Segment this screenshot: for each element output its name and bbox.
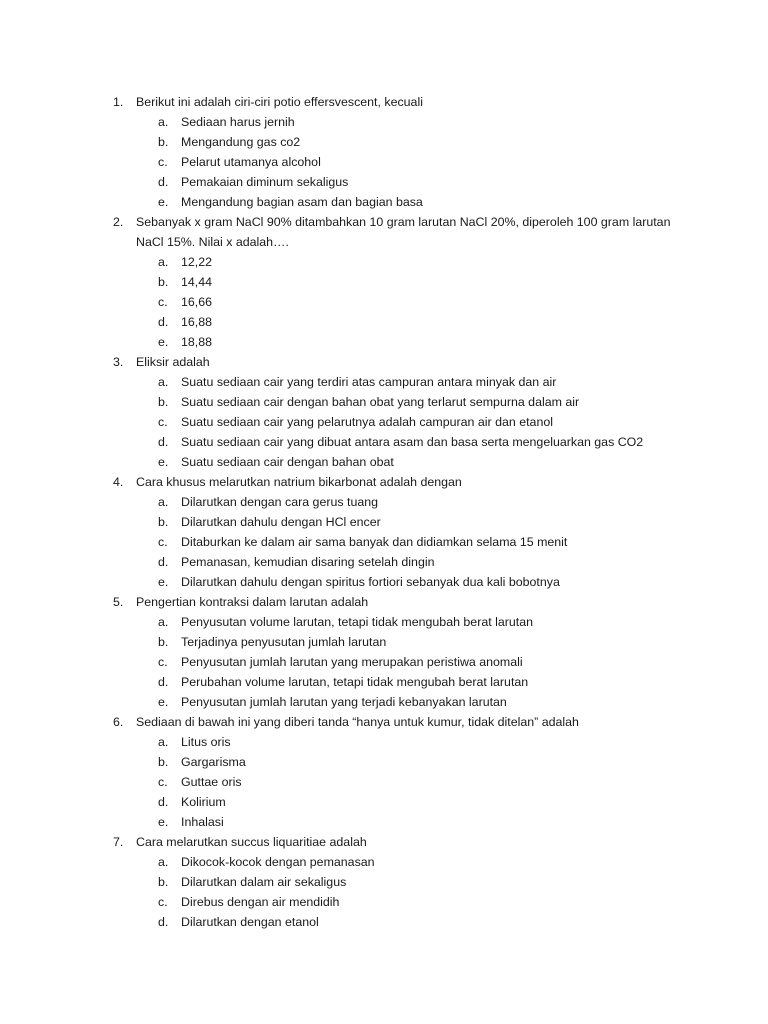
- question-continuation: [0, 232, 768, 252]
- answer-option: [0, 452, 768, 472]
- question-number: 1.: [113, 95, 124, 109]
- option-letter: b.: [158, 635, 169, 649]
- option-text: Pemakaian diminum sekaligus: [181, 175, 349, 189]
- option-letter: c.: [158, 415, 168, 429]
- option-text: Kolirium: [181, 795, 226, 809]
- answer-option: [0, 692, 768, 712]
- option-text: Sediaan harus jernih: [181, 115, 295, 129]
- question-text: Sediaan di bawah ini yang diberi tanda “hanya untuk kumur, tidak ditelan” adalah: [136, 715, 579, 729]
- option-text: Guttae oris: [181, 775, 242, 789]
- question-number: 6.: [113, 715, 124, 729]
- option-letter: c.: [158, 895, 168, 909]
- answer-option: [0, 852, 768, 872]
- option-text: Suatu sediaan cair yang terdiri atas campuran antara minyak dan air: [181, 375, 557, 389]
- option-letter: b.: [158, 275, 169, 289]
- answer-option: [0, 192, 768, 212]
- answer-option: [0, 512, 768, 532]
- option-letter: c.: [158, 775, 168, 789]
- answer-option: [0, 172, 768, 192]
- option-letter: c.: [158, 155, 168, 169]
- option-text: 16,88: [181, 315, 213, 329]
- option-text: 12,22: [181, 255, 213, 269]
- option-letter: e.: [158, 695, 169, 709]
- answer-option: [0, 812, 768, 832]
- question-number: 3.: [113, 355, 124, 369]
- question-item: [0, 712, 768, 732]
- question-text: Pengertian kontraksi dalam larutan adalah: [136, 595, 369, 609]
- answer-option: [0, 552, 768, 572]
- answer-option: [0, 492, 768, 512]
- question-item: [0, 472, 768, 492]
- answer-option: [0, 412, 768, 432]
- option-letter: a.: [158, 735, 169, 749]
- option-text: Pelarut utamanya alcohol: [181, 155, 321, 169]
- answer-option: [0, 792, 768, 812]
- answer-option: [0, 252, 768, 272]
- answer-option: [0, 652, 768, 672]
- question-item: [0, 832, 768, 852]
- answer-option: [0, 912, 768, 932]
- question-item: [0, 92, 768, 112]
- option-letter: a.: [158, 495, 169, 509]
- answer-option: [0, 432, 768, 452]
- option-letter: a.: [158, 615, 169, 629]
- option-text: Suatu sediaan cair dengan bahan obat: [181, 455, 394, 469]
- option-text: Litus oris: [181, 735, 231, 749]
- question-number: 5.: [113, 595, 124, 609]
- option-text: 16,66: [181, 295, 213, 309]
- option-text: Penyusutan jumlah larutan yang terjadi kebanyakan larutan: [181, 695, 507, 709]
- answer-option: [0, 752, 768, 772]
- option-text: Penyusutan jumlah larutan yang merupakan peristiwa anomali: [181, 655, 523, 669]
- option-text: Suatu sediaan cair yang dibuat antara asam dan basa serta mengeluarkan gas CO2: [181, 435, 644, 449]
- question-number: 2.: [113, 215, 124, 229]
- question-item: [0, 212, 768, 232]
- option-letter: c.: [158, 295, 168, 309]
- option-letter: a.: [158, 115, 169, 129]
- answer-option: [0, 572, 768, 592]
- option-text: Dilarutkan dalam air sekaligus: [181, 875, 347, 889]
- answer-option: [0, 892, 768, 912]
- answer-option: [0, 632, 768, 652]
- option-text: Pemanasan, kemudian disaring setelah dingin: [181, 555, 435, 569]
- option-text: Inhalasi: [181, 815, 224, 829]
- question-text: Eliksir adalah: [136, 355, 210, 369]
- option-text: Terjadinya penyusutan jumlah larutan: [181, 635, 387, 649]
- answer-option: [0, 732, 768, 752]
- option-text: Mengandung bagian asam dan bagian basa: [181, 195, 423, 209]
- question-list: [0, 92, 768, 932]
- question-item: [0, 592, 768, 612]
- question-number: 7.: [113, 835, 124, 849]
- question-text: Cara khusus melarutkan natrium bikarbonat adalah dengan: [136, 475, 462, 489]
- option-letter: e.: [158, 195, 169, 209]
- question-text: Berikut ini adalah ciri-ciri potio effersvescent, kecuali: [136, 95, 423, 109]
- option-letter: d.: [158, 555, 169, 569]
- answer-option: [0, 132, 768, 152]
- option-letter: b.: [158, 875, 169, 889]
- answer-option: [0, 152, 768, 172]
- option-text: Dikocok-kocok dengan pemanasan: [181, 855, 375, 869]
- option-text: Direbus dengan air mendidih: [181, 895, 340, 909]
- option-letter: d.: [158, 315, 169, 329]
- answer-option: [0, 312, 768, 332]
- option-text: Suatu sediaan cair dengan bahan obat yang terlarut sempurna dalam air: [181, 395, 580, 409]
- option-letter: a.: [158, 855, 169, 869]
- option-text: Dilarutkan dahulu dengan spiritus fortiori sebanyak dua kali bobotnya: [181, 575, 560, 589]
- answer-option: [0, 332, 768, 352]
- option-letter: d.: [158, 435, 169, 449]
- option-letter: d.: [158, 175, 169, 189]
- option-text: Dilarutkan dengan cara gerus tuang: [181, 495, 379, 509]
- option-letter: d.: [158, 915, 169, 929]
- option-letter: d.: [158, 795, 169, 809]
- option-letter: a.: [158, 255, 169, 269]
- option-text: Mengandung gas co2: [181, 135, 301, 149]
- option-letter: b.: [158, 515, 169, 529]
- answer-option: [0, 292, 768, 312]
- option-text: Suatu sediaan cair yang pelarutnya adalah campuran air dan etanol: [181, 415, 553, 429]
- option-letter: b.: [158, 135, 169, 149]
- answer-option: [0, 372, 768, 392]
- question-text: NaCl 15%. Nilai x adalah….: [136, 235, 289, 249]
- question-number: 4.: [113, 475, 124, 489]
- option-letter: e.: [158, 455, 169, 469]
- option-letter: c.: [158, 535, 168, 549]
- answer-option: [0, 112, 768, 132]
- question-text: Sebanyak x gram NaCl 90% ditambahkan 10 gram larutan NaCl 20%, diperoleh 100 gram larutan: [136, 215, 671, 229]
- option-letter: b.: [158, 395, 169, 409]
- option-text: Penyusutan volume larutan, tetapi tidak mengubah berat larutan: [181, 615, 533, 629]
- option-letter: e.: [158, 815, 169, 829]
- answer-option: [0, 772, 768, 792]
- option-text: Dilarutkan dengan etanol: [181, 915, 319, 929]
- option-letter: d.: [158, 675, 169, 689]
- option-text: 18,88: [181, 335, 213, 349]
- answer-option: [0, 612, 768, 632]
- answer-option: [0, 872, 768, 892]
- answer-option: [0, 272, 768, 292]
- question-text: Cara melarutkan succus liquaritiae adalah: [136, 835, 367, 849]
- option-letter: c.: [158, 655, 168, 669]
- question-item: [0, 352, 768, 372]
- answer-option: [0, 532, 768, 552]
- option-text: Dilarutkan dahulu dengan HCl encer: [181, 515, 381, 529]
- option-text: Perubahan volume larutan, tetapi tidak mengubah berat larutan: [181, 675, 529, 689]
- answer-option: [0, 392, 768, 412]
- option-text: Ditaburkan ke dalam air sama banyak dan didiamkan selama 15 menit: [181, 535, 568, 549]
- option-text: 14,44: [181, 275, 213, 289]
- answer-option: [0, 672, 768, 692]
- option-letter: a.: [158, 375, 169, 389]
- option-text: Gargarisma: [181, 755, 246, 769]
- option-letter: e.: [158, 575, 169, 589]
- option-letter: e.: [158, 335, 169, 349]
- option-letter: b.: [158, 755, 169, 769]
